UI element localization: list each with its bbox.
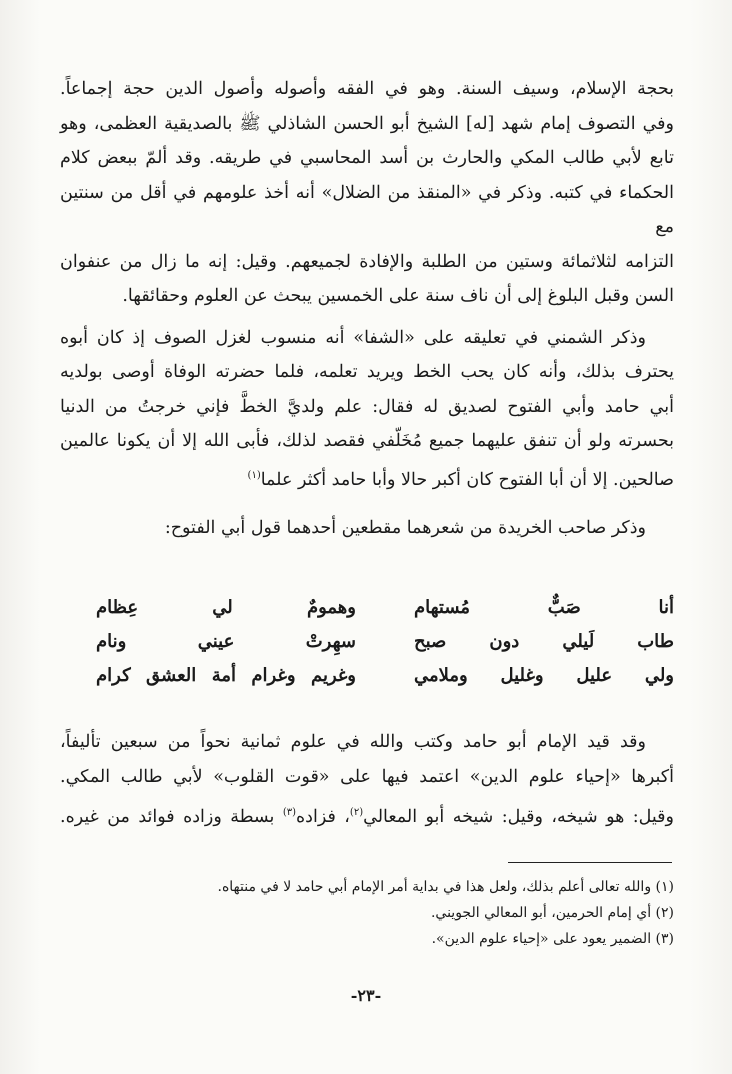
text-line: التزامه لثلاثمائة وستين من الطلبة والإفادة لجميعهم. وقيل: إنه ما زال من عنفوان — [60, 251, 674, 272]
text-span: ، فزاده — [296, 806, 350, 827]
footnotes — [60, 874, 674, 952]
poem-first-hemistich: أنا صَبٌّ مُستهام — [414, 597, 674, 618]
text-line: بحجة الإسلام، وسيف السنة. وهو في الفقه وأصوله وأصول الدين حجة إجماعاً. — [60, 79, 674, 99]
poem-second-hemistich: وغريم وغرام أمة العشق كرام — [96, 665, 356, 686]
poem — [96, 591, 674, 693]
text-line: الحكماء في كتبه. وذكر في «المنقذ من الضلال» أنه أخذ علومهم في أقل من سنتين مع — [60, 182, 674, 237]
text-line: تابع لأبي طالب المكي والحارث بن أسد المحاسبي في طريقه. وقد ألمّ ببعض كلام — [60, 148, 674, 168]
poem-second-hemistich: سهِرتْ عيني ونام — [96, 631, 356, 652]
text-span: وقيل: هو شيخه، وقيل: شيخه أبو المعالي — [363, 806, 674, 827]
footnote: (١) والله تعالى أعلم بذلك، ولعل هذا في بداية أمر الإمام أبي حامد لا في منتهاه. — [217, 879, 674, 895]
text-line: بحسرته ولو أن تنفق عليهما جميع مُخَلّفي فقصد لذلك، فأبى الله إلا أن يكونا عالمين — [60, 431, 674, 451]
poem-first-hemistich: طاب لَيلي دون صبح — [414, 631, 674, 652]
text-line: وذكر صاحب الخريدة من شعرهما مقطعين أحدهما قول أبي الفتوح: — [164, 517, 646, 538]
text-span: صالحين. إلا أن أبا الفتوح كان أكبر حالا وأبا حامد أكثر علما — [260, 469, 674, 490]
footnote-divider — [508, 862, 672, 863]
text-span: بسطة وزاده فوائد من غيره. — [60, 806, 283, 827]
poem-verse — [96, 591, 674, 625]
footnote: (٣) الضمير يعود على «إحياء علوم الدين». — [431, 931, 674, 947]
page-number: -٢٣- — [350, 986, 382, 1005]
footnote: (٢) أي إمام الحرمين، أبو المعالي الجويني. — [430, 905, 674, 921]
text-line: أكبرها «إحياء علوم الدين» اعتمد فيها على «قوت القلوب» لأبي طالب المكي. — [60, 767, 674, 787]
text-line: وفي التصوف إمام شهد [له] الشيخ أبو الحسن الشاذلي ﷺ بالصديقية العظمى، وهو — [60, 113, 674, 134]
footnote-ref: (٣) — [282, 807, 297, 818]
footnote-ref: (١) — [247, 469, 261, 481]
text-line: وقد قيد الإمام أبو حامد وكتب والله في علوم ثمانية نحواً من سبعين تأليفاً، — [60, 732, 646, 752]
text-line: السن وقبل البلوغ إلى أن ناف سنة على الخمسين يبحث عن العلوم وحقائقها. — [122, 286, 674, 306]
poem-second-hemistich: وهمومٌ لي عِظام — [96, 597, 356, 618]
text-line: وذكر الشمني في تعليقه على «الشفا» أنه منسوب لغزل الصوف إذ كان أبوه — [60, 327, 646, 348]
poem-first-hemistich: ولي عليل وغليل وملامي — [414, 665, 674, 686]
text-line: أبي حامد وأبي الفتوح لصديق له فقال: علم ولديَّ الخطَّ فإني خرجتُ من الدنيا — [60, 396, 674, 417]
text-line-with-footnote — [60, 459, 674, 497]
main-text — [60, 72, 674, 545]
text-line-with-footnotes — [60, 795, 674, 835]
poem-verse — [96, 625, 674, 659]
footnote-ref: (٢) — [349, 807, 364, 818]
text-line: يحترف بذلك، وأنه كان يحب الخط ويريد تعلمه، فلما حضرته الوفاة أوصى بولديه — [60, 362, 674, 382]
poem-verse — [96, 659, 674, 693]
after-poem-text — [60, 725, 674, 835]
